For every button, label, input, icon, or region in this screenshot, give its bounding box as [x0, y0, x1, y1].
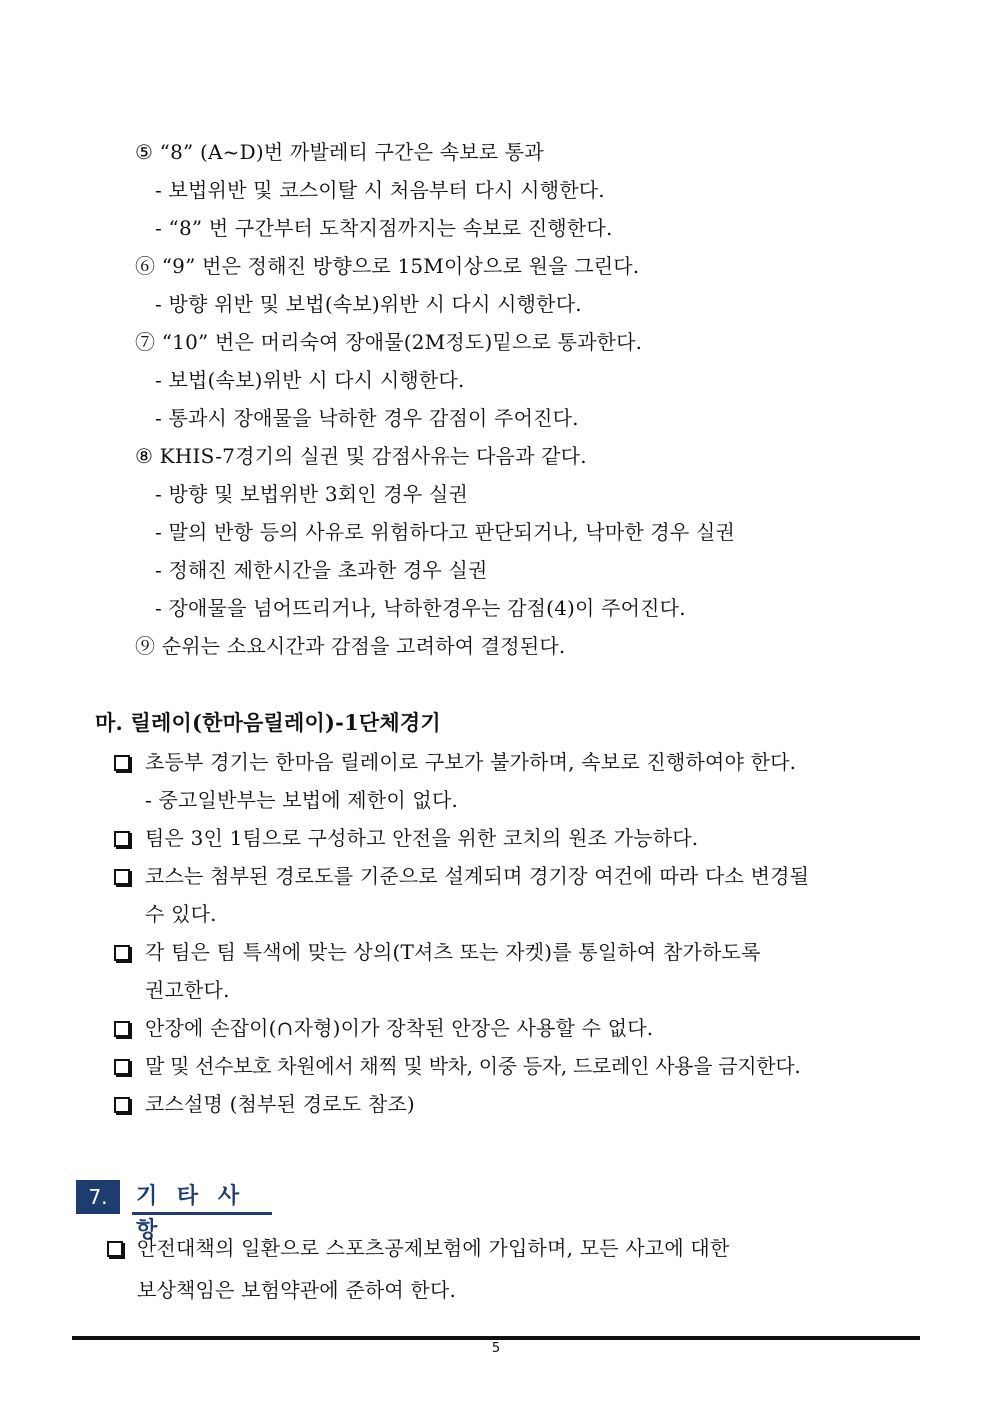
checkbox-icon: [114, 1097, 130, 1113]
item-6: ⑥ “9” 번은 정해진 방향으로 15M이상으로 원을 그린다.: [135, 254, 640, 278]
checkbox-icon: [114, 1021, 130, 1037]
item-5: ⑤ “8” (A~D)번 까발레티 구간은 속보로 통과: [135, 140, 544, 164]
ma-bullet-5: 안장에 손잡이(∩자형)이가 장착된 안장은 사용할 수 없다.: [145, 1016, 654, 1040]
item-8: ⑧ KHIS-7경기의 실권 및 감점사유는 다음과 같다.: [135, 444, 587, 468]
checkbox-icon: [114, 1059, 130, 1075]
checkbox-icon: [114, 755, 130, 771]
item-8-sub-2: - 말의 반항 등의 사유로 위험하다고 판단되거나, 낙마한 경우 실권: [155, 520, 736, 544]
ma-bullet-3-cont: 수 있다.: [145, 902, 217, 926]
item-5-sub-1: - 보법위반 및 코스이탈 시 처음부터 다시 시행한다.: [155, 178, 605, 202]
section-7-title: 기 타 사 항: [136, 1184, 246, 1243]
item-8-sub-1: - 방향 및 보법위반 3회인 경우 실권: [155, 482, 468, 506]
ma-bullet-1: 초등부 경기는 한마음 릴레이로 구보가 불가하며, 속보로 진행하여야 한다.: [145, 750, 797, 774]
page-number: 5: [491, 1341, 501, 1356]
checkbox-icon: [114, 831, 130, 847]
item-7-sub-2: - 통과시 장애물을 낙하한 경우 감점이 주어진다.: [155, 406, 579, 430]
ma-bullet-7: 코스설명 (첨부된 경로도 참조): [145, 1092, 415, 1116]
ma-bullet-2: 팀은 3인 1팀으로 구성하고 안전을 위한 코치의 원조 가능하다.: [145, 826, 699, 850]
ma-bullet-4: 각 팀은 팀 특색에 맞는 상의(T셔츠 또는 자켓)를 통일하여 참가하도록: [145, 940, 761, 964]
checkbox-icon: [114, 945, 130, 961]
section-ma-heading: 마. 릴레이(한마음릴레이)-1단체경기: [95, 710, 441, 735]
item-7: ⑦ “10” 번은 머리숙여 장애물(2M정도)밑으로 통과한다.: [135, 330, 643, 354]
section-7-number: 7.: [76, 1180, 120, 1214]
checkbox-icon: [114, 869, 130, 885]
ma-bullet-1-sub: - 중고일반부는 보법에 제한이 없다.: [145, 788, 459, 812]
ma-bullet-6: 말 및 선수보호 차원에서 채찍 및 박차, 이중 등자, 드로레인 사용을 금지한다.: [145, 1054, 801, 1078]
item-8-sub-4: - 장애물을 넘어뜨리거나, 낙하한경우는 감점(4)이 주어진다.: [155, 596, 686, 620]
item-6-sub-1: - 방향 위반 및 보법(속보)위반 시 다시 시행한다.: [155, 292, 582, 316]
item-5-sub-2: - “8” 번 구간부터 도착지점까지는 속보로 진행한다.: [155, 216, 613, 240]
item-9: ⑨ 순위는 소요시간과 감점을 고려하여 결정된다.: [135, 634, 566, 658]
ma-bullet-3: 코스는 첨부된 경로도를 기준으로 설계되며 경기장 여건에 따라 다소 변경될: [145, 864, 810, 888]
item-7-sub-1: - 보법(속보)위반 시 다시 시행한다.: [155, 368, 465, 392]
section-7-line-1: 안전대책의 일환으로 스포츠공제보험에 가입하며, 모든 사고에 대한: [137, 1236, 730, 1260]
item-8-sub-3: - 정해진 제한시간을 초과한 경우 실권: [155, 558, 488, 582]
section-7-underline: [132, 1212, 272, 1215]
ma-bullet-4-cont: 권고한다.: [145, 978, 230, 1002]
checkbox-icon: [107, 1241, 123, 1257]
section-7-line-2: 보상책임은 보험약관에 준하여 한다.: [137, 1278, 457, 1302]
